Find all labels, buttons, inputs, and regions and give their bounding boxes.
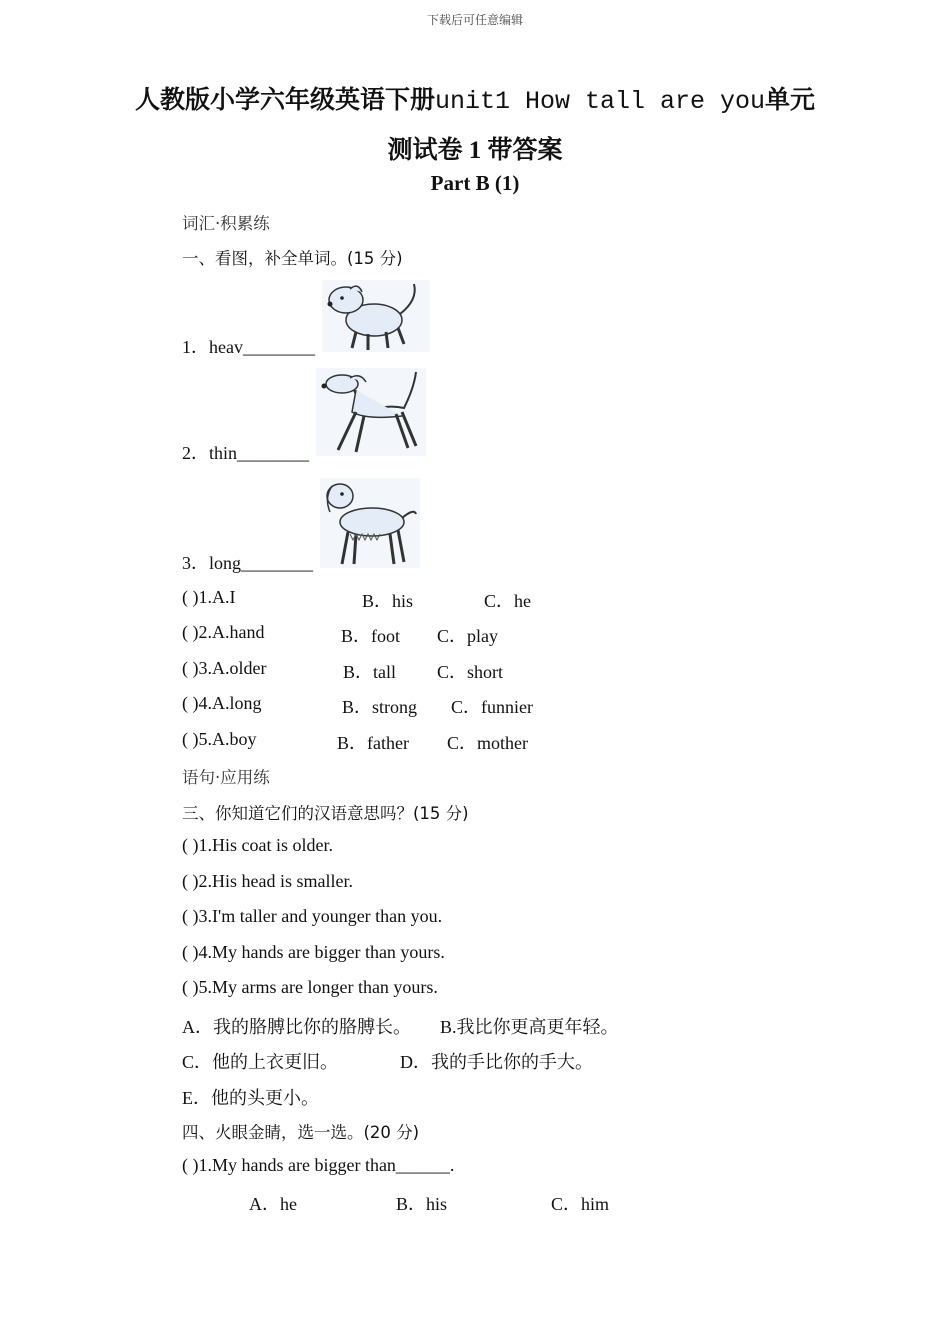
- title-part-c: 单元: [765, 87, 816, 114]
- title-part-a: 人教版小学六年级英语下册: [134, 87, 435, 114]
- title-part-b: unit1 How tall are you: [434, 87, 766, 116]
- fat-dog-icon: [322, 280, 430, 352]
- section1-heading: 一、看图，补全单词。(15 分): [182, 249, 403, 268]
- section3-item-2: ( )2.His head is smaller.: [182, 871, 353, 891]
- section2-item-2: ( )2.A.hand B．foot C．play: [182, 622, 498, 646]
- section3-item-1: ( )1.His coat is older.: [182, 835, 333, 855]
- sentence-category: 语句·应用练: [182, 768, 270, 787]
- section1-item-1: 1．heav________: [182, 337, 315, 357]
- section2-item-1: ( )1.A.I B．his C．he: [182, 587, 531, 611]
- section3-options-cd: C．他的上衣更旧。 D．我的手比你的手大。: [182, 1052, 593, 1072]
- section4-item-1: ( )1.My hands are bigger than______.: [182, 1155, 455, 1175]
- long-haired-dog-icon: [320, 478, 420, 568]
- section3-item-4: ( )4.My hands are bigger than yours.: [182, 942, 445, 962]
- section1-item-2: 2．thin________: [182, 443, 310, 463]
- vocab-category: 词汇·积累练: [182, 214, 270, 233]
- thin-dog-icon: [316, 368, 426, 456]
- section3-item-3: ( )3.I'm taller and younger than you.: [182, 906, 443, 926]
- section2-item-3: ( )3.A.older B．tall C．short: [182, 658, 504, 682]
- section4-heading: 四、火眼金睛，选一选。(20 分): [182, 1123, 420, 1142]
- part-heading: Part B (1): [430, 171, 520, 195]
- section2-item-5: ( )5.A.boy B．father C．mother: [182, 729, 528, 753]
- section3-option-e: E．他的头更小。: [182, 1088, 319, 1108]
- section4-item-1-options: A．he B．his C．him: [249, 1194, 610, 1214]
- section3-item-5: ( )5.My arms are longer than yours.: [182, 977, 438, 997]
- section2-item-4: ( )4.A.long B．strong C．funnier: [182, 693, 533, 717]
- document-title-line2: 测试卷 1 带答案: [387, 137, 563, 164]
- section1-item-3: 3．long________: [182, 553, 314, 573]
- section3-heading: 三、你知道它们的汉语意思吗？(15 分): [182, 804, 469, 823]
- document-title: [0, 80, 950, 116]
- page-header: 下载后可任意编辑: [426, 13, 523, 27]
- section3-options-ab: A．我的胳膊比你的胳膊长。 B.我比你更高更年轻。: [182, 1017, 619, 1037]
